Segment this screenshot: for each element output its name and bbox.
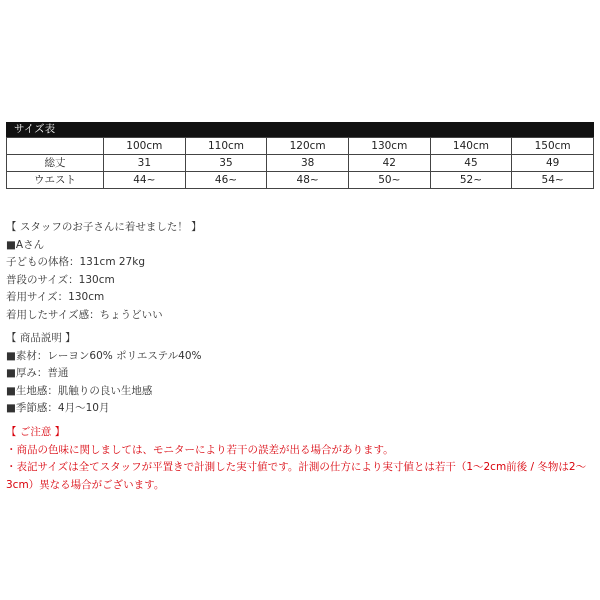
row-label: 総丈 <box>7 155 104 172</box>
size-column-header: 110cm <box>185 138 267 155</box>
table-cell: 31 <box>104 155 186 172</box>
staff-line: 子どもの体格：131cm 27kg <box>6 256 145 268</box>
size-column-header: 100cm <box>104 138 186 155</box>
staff-line: 普段のサイズ：130cm <box>6 273 115 286</box>
staff-heading: 【 スタッフのお子さんに着せました！ 】 <box>6 221 202 233</box>
table-cell: 44~ <box>104 172 186 189</box>
table-row-waist <box>7 172 594 189</box>
notes-line: ・表記サイズは全てスタッフが平置きで計測した実寸値です。計測の仕方により実寸値とは若干（1～2cm前後 / 冬物は2～3cm）異なる場合がございます。 <box>6 461 587 491</box>
staff-line: 着用したサイズ感：ちょうどいい <box>6 308 163 321</box>
table-cell: 38 <box>267 155 349 172</box>
table-cell: 50~ <box>348 172 430 189</box>
table-row-length <box>7 155 594 172</box>
size-column-header: 150cm <box>512 138 594 155</box>
product-line: ■素材：レーヨン60% ポリエステル40% <box>6 349 202 362</box>
notes-line: ・商品の色味に関しましては、モニターにより若干の誤差が出る場合があります。 <box>6 443 394 456</box>
row-label: ウエスト <box>7 172 104 189</box>
size-table-title: サイズ表 <box>6 122 594 137</box>
corner-cell <box>7 138 104 155</box>
table-cell: 46~ <box>185 172 267 189</box>
staff-section <box>6 219 202 324</box>
size-table-section <box>6 122 594 189</box>
table-cell: 45 <box>430 155 512 172</box>
size-header-row <box>7 138 594 155</box>
product-line: ■季節感：4月～10月 <box>6 402 110 414</box>
size-table <box>6 137 594 189</box>
product-line: ■生地感：肌触りの良い生地感 <box>6 384 153 397</box>
table-cell: 54~ <box>512 172 594 189</box>
size-column-header: 140cm <box>430 138 512 155</box>
notes-heading: 【 ご注意 】 <box>6 426 66 438</box>
staff-line: 着用サイズ：130cm <box>6 291 105 303</box>
product-line: ■厚み：普通 <box>6 367 69 379</box>
product-section <box>6 330 202 418</box>
table-cell: 35 <box>185 155 267 172</box>
notes-section <box>6 424 596 494</box>
table-cell: 42 <box>348 155 430 172</box>
size-column-header: 120cm <box>267 138 349 155</box>
table-cell: 52~ <box>430 172 512 189</box>
table-cell: 49 <box>512 155 594 172</box>
staff-line: ■Aさん <box>6 238 45 251</box>
size-column-header: 130cm <box>348 138 430 155</box>
product-heading: 【 商品説明 】 <box>6 332 76 344</box>
table-cell: 48~ <box>267 172 349 189</box>
